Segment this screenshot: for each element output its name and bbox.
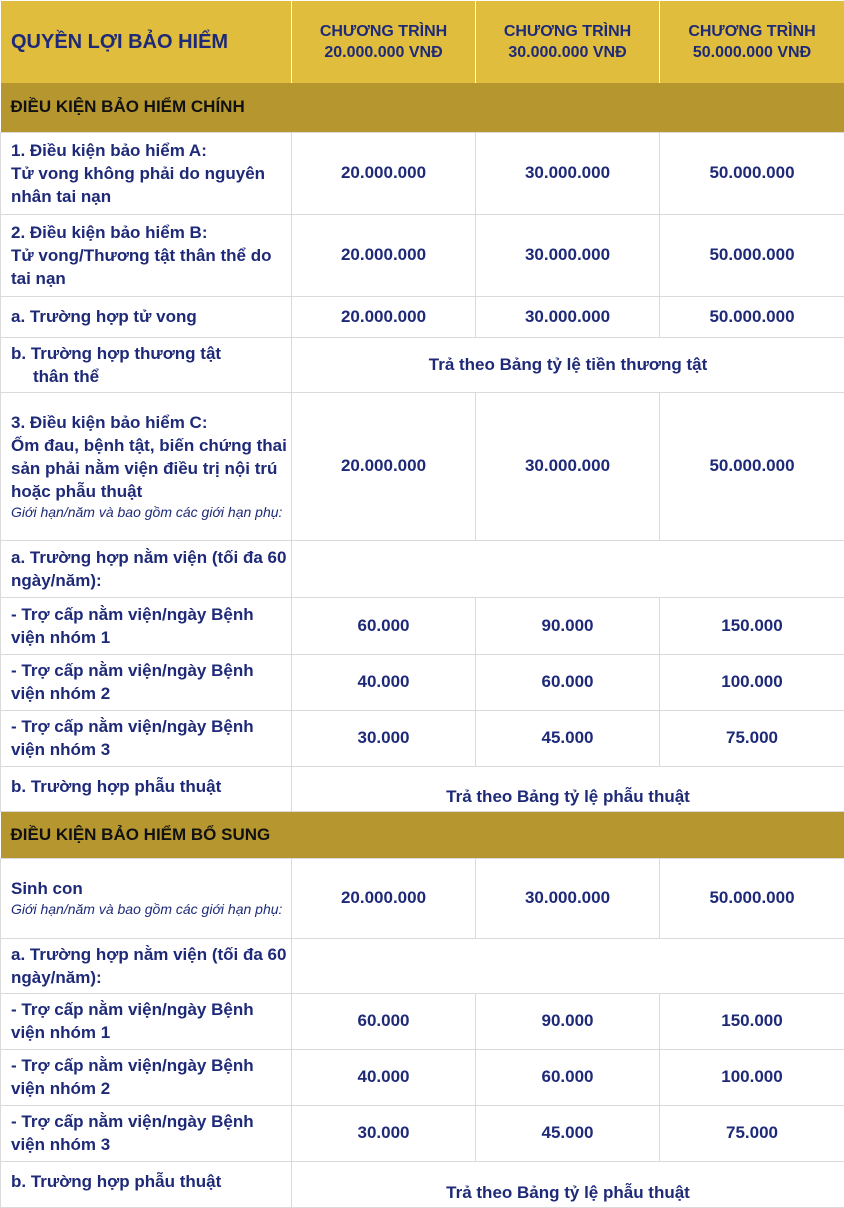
- cell-value: 20.000.000: [292, 132, 476, 214]
- merged-note: Trả theo Bảng tỷ lệ tiền thương tật: [292, 337, 844, 392]
- row-label: a. Trường hợp nằm viện (tối đa 60 ngày/năm):: [1, 540, 292, 597]
- table-row: [1, 214, 844, 296]
- table-row: [1, 1049, 844, 1105]
- cell-value: 100.000: [660, 1049, 844, 1105]
- section-main-row: [1, 83, 844, 132]
- cell-value: 20.000.000: [292, 392, 476, 540]
- cell-value: 30.000.000: [476, 392, 660, 540]
- program-header-2: CHƯƠNG TRÌNH 30.000.000 VNĐ: [476, 1, 660, 84]
- empty-cell: [292, 938, 844, 993]
- row-label: - Trợ cấp nằm viện/ngày Bệnh viện nhóm 1: [1, 597, 292, 654]
- section-extra-title: ĐIỀU KIỆN BẢO HIỂM BỔ SUNG: [1, 811, 844, 858]
- table-row: [1, 132, 844, 214]
- row-label: b. Trường hợp thương tật thân thể: [1, 337, 292, 392]
- cell-value: 50.000.000: [660, 858, 844, 938]
- cell-value: 75.000: [660, 1105, 844, 1161]
- cell-value: 30.000: [292, 710, 476, 766]
- table-row: [1, 1105, 844, 1161]
- cell-value: 30.000: [292, 1105, 476, 1161]
- cell-value: 90.000: [476, 993, 660, 1049]
- section-extra-row: [1, 811, 844, 858]
- program-header-3: CHƯƠNG TRÌNH 50.000.000 VNĐ: [660, 1, 844, 84]
- row-label: - Trợ cấp nằm viện/ngày Bệnh viện nhóm 3: [1, 710, 292, 766]
- cell-value: 100.000: [660, 654, 844, 710]
- row-label: - Trợ cấp nằm viện/ngày Bệnh viện nhóm 1: [1, 993, 292, 1049]
- cell-value: 20.000.000: [292, 296, 476, 337]
- table-title: QUYỀN LỢI BẢO HIỂM: [1, 1, 292, 84]
- merged-note: Trả theo Bảng tỷ lệ phẫu thuật: [292, 766, 844, 811]
- cell-value: 90.000: [476, 597, 660, 654]
- table-row: [1, 1161, 844, 1207]
- row-label: 1. Điều kiện bảo hiểm A: Tử vong không phải do nguyên nhân tai nạn: [1, 132, 292, 214]
- section-main-title: ĐIỀU KIỆN BẢO HIỂM CHÍNH: [1, 83, 844, 132]
- program-header-1: CHƯƠNG TRÌNH 20.000.000 VNĐ: [292, 1, 476, 84]
- row-label: Sinh con Giới hạn/năm và bao gồm các giới hạn phụ:: [1, 858, 292, 938]
- table-row: [1, 858, 844, 938]
- cell-value: 30.000.000: [476, 858, 660, 938]
- table-row: [1, 540, 844, 597]
- empty-cell: [292, 540, 844, 597]
- row-label: - Trợ cấp nằm viện/ngày Bệnh viện nhóm 3: [1, 1105, 292, 1161]
- row-label: - Trợ cấp nằm viện/ngày Bệnh viện nhóm 2: [1, 1049, 292, 1105]
- cell-value: 40.000: [292, 654, 476, 710]
- header-row: [1, 1, 844, 84]
- cell-value: 60.000: [476, 1049, 660, 1105]
- row-label: 3. Điều kiện bảo hiểm C: Ốm đau, bệnh tật, biến chứng thai sản phải nằm viện điều trị nội trú hoặc phẫu thuật Giới hạn/năm và bao gồm các giới hạn phụ:: [1, 392, 292, 540]
- row-label: b. Trường hợp phẫu thuật: [1, 766, 292, 811]
- table-row: [1, 654, 844, 710]
- cell-value: 50.000.000: [660, 214, 844, 296]
- cell-value: 50.000.000: [660, 132, 844, 214]
- cell-value: 150.000: [660, 993, 844, 1049]
- table-row: [1, 597, 844, 654]
- cell-value: 20.000.000: [292, 858, 476, 938]
- row-label: - Trợ cấp nằm viện/ngày Bệnh viện nhóm 2: [1, 654, 292, 710]
- cell-value: 60.000: [292, 993, 476, 1049]
- table-row: [1, 993, 844, 1049]
- cell-value: 60.000: [476, 654, 660, 710]
- row-label: a. Trường hợp nằm viện (tối đa 60 ngày/năm):: [1, 938, 292, 993]
- table-row: [1, 392, 844, 540]
- cell-value: 50.000.000: [660, 296, 844, 337]
- cell-value: 50.000.000: [660, 392, 844, 540]
- row-label: a. Trường hợp tử vong: [1, 296, 292, 337]
- cell-value: 30.000.000: [476, 296, 660, 337]
- cell-value: 150.000: [660, 597, 844, 654]
- table-row: [1, 296, 844, 337]
- table-row: [1, 710, 844, 766]
- cell-value: 75.000: [660, 710, 844, 766]
- row-label: b. Trường hợp phẫu thuật: [1, 1161, 292, 1207]
- merged-note: Trả theo Bảng tỷ lệ phẫu thuật: [292, 1161, 844, 1207]
- table-row: [1, 938, 844, 993]
- cell-value: 45.000: [476, 1105, 660, 1161]
- cell-value: 40.000: [292, 1049, 476, 1105]
- cell-value: 45.000: [476, 710, 660, 766]
- cell-value: 60.000: [292, 597, 476, 654]
- row-label: 2. Điều kiện bảo hiểm B: Tử vong/Thương tật thân thể do tai nạn: [1, 214, 292, 296]
- table-row: [1, 766, 844, 811]
- cell-value: 30.000.000: [476, 132, 660, 214]
- cell-value: 30.000.000: [476, 214, 660, 296]
- cell-value: 20.000.000: [292, 214, 476, 296]
- table-row: [1, 337, 844, 392]
